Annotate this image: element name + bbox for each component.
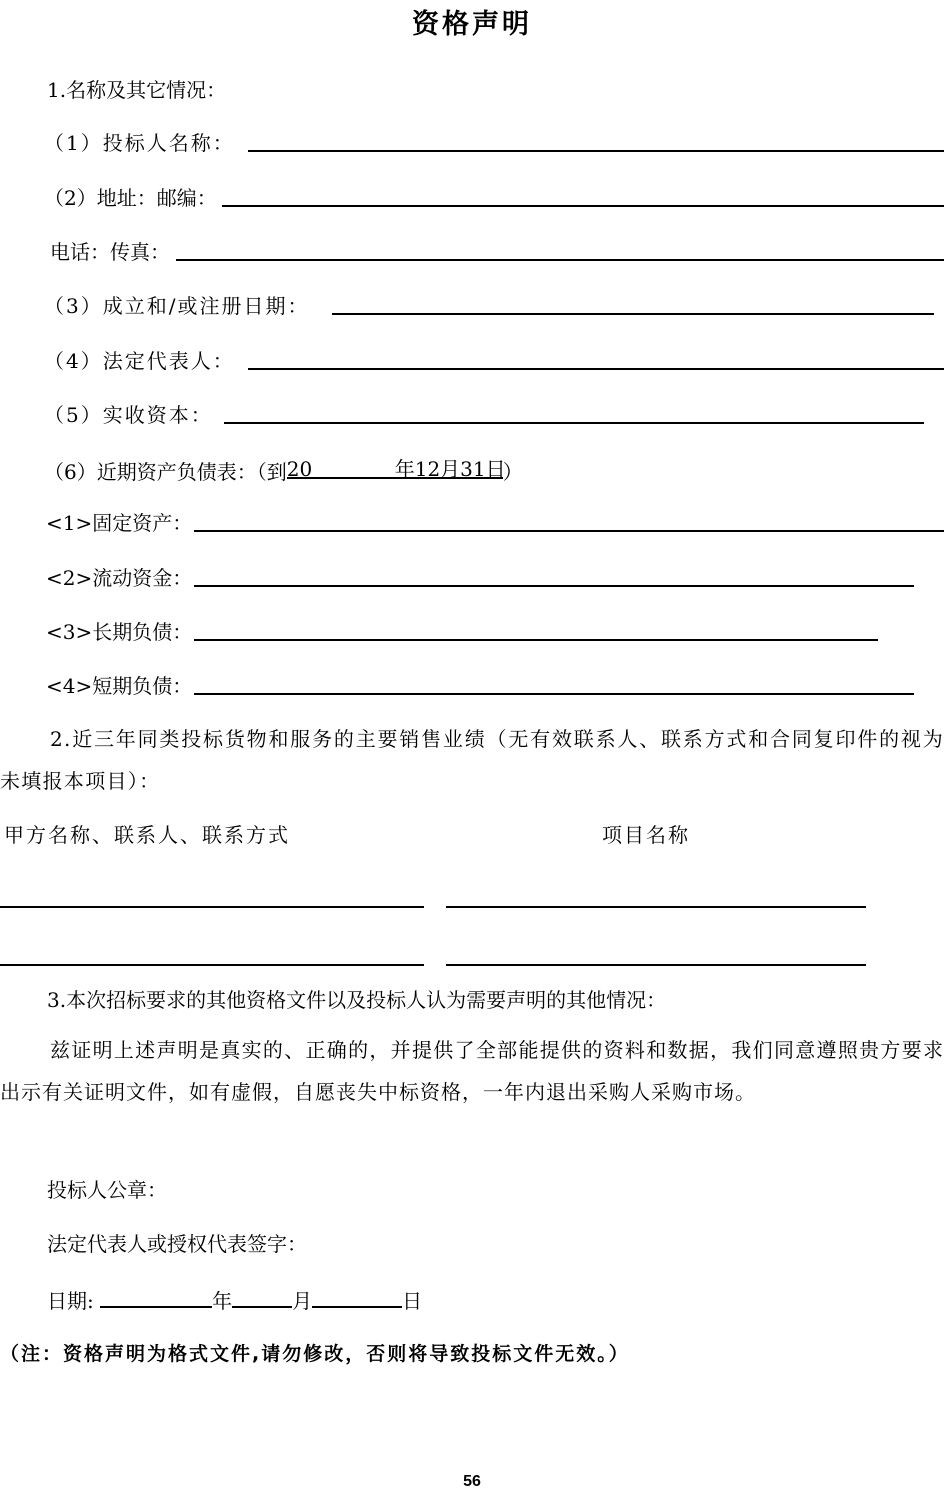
balance-sheet-close: ）	[502, 460, 523, 484]
date-line	[47, 1286, 422, 1313]
long-term-debt-field[interactable]	[194, 639, 878, 641]
short-term-debt-field[interactable]	[194, 693, 914, 695]
date-month-label: 月	[292, 1289, 313, 1313]
capital-label: （5）实收资本：	[44, 403, 213, 427]
client-contact-field-1[interactable]	[0, 906, 424, 908]
balance-sheet-prefix: （6）近期资产负债表：（到	[44, 460, 287, 484]
phone-fax-label: 电话：传真：	[50, 240, 170, 264]
address-label: （2）地址：邮编：	[44, 186, 217, 210]
column-right-header: 项目名称	[602, 823, 690, 847]
date-day-field[interactable]	[312, 1286, 402, 1308]
working-capital-field[interactable]	[194, 585, 914, 587]
working-capital-label: <2>流动资金：	[46, 566, 193, 590]
signature-label: 法定代表人或授权代表签字：	[47, 1232, 307, 1256]
phone-fax-field[interactable]	[176, 259, 944, 261]
section1-heading: 1.名称及其它情况：	[47, 78, 227, 102]
founding-date-field[interactable]	[332, 313, 934, 315]
balance-sheet-year-prefix: 20	[286, 457, 313, 481]
balance-sheet-date-suffix: 年12月31日	[394, 457, 506, 481]
bidder-name-field[interactable]	[248, 150, 944, 152]
capital-field[interactable]	[224, 422, 924, 424]
legal-rep-field[interactable]	[248, 368, 944, 370]
client-contact-field-2[interactable]	[0, 964, 424, 966]
date-year-field[interactable]	[100, 1286, 212, 1308]
legal-rep-label: （4）法定代表人：	[44, 349, 235, 373]
bidder-name-label: （1）投标人名称：	[44, 131, 235, 155]
format-note: （注：资格声明为格式文件,请勿修改，否则将导致投标文件无效。）	[0, 1343, 630, 1365]
date-year-label: 年	[212, 1289, 233, 1313]
project-name-field-2[interactable]	[446, 964, 866, 966]
balance-sheet-line	[44, 457, 523, 484]
section3-heading: 3.本次招标要求的其他资格文件以及投标人认为需要声明的其他情况：	[47, 988, 667, 1012]
project-name-field-1[interactable]	[446, 906, 866, 908]
balance-sheet-date-field[interactable]	[286, 457, 506, 481]
date-day-label: 日	[402, 1289, 423, 1313]
page-number: 56	[463, 1473, 481, 1490]
column-left-header: 甲方名称、联系人、联系方式	[4, 823, 290, 847]
date-label: 日期:	[47, 1289, 94, 1313]
founding-date-label: （3）成立和/或注册日期：	[44, 294, 310, 318]
fixed-assets-field[interactable]	[194, 530, 944, 532]
section2-text: 2.近三年同类投标货物和服务的主要销售业绩（无有效联系人、联系方式和合同复印件的视为未填报本项目）：	[0, 727, 944, 793]
page-title: 资格声明	[412, 9, 532, 40]
declaration-text: 兹证明上述声明是真实的、正确的，并提供了全部能提供的资料和数据，我们同意遵照贵方要求出示有关证明文件，如有虚假，自愿丧失中标资格，一年内退出采购人采购市场。	[0, 1038, 944, 1104]
date-month-field[interactable]	[232, 1286, 292, 1308]
long-term-debt-label: <3>长期负债：	[46, 620, 193, 644]
short-term-debt-label: <4>短期负债：	[46, 674, 193, 698]
fixed-assets-label: <1>固定资产：	[46, 511, 193, 535]
address-field[interactable]	[222, 205, 944, 207]
seal-label: 投标人公章：	[47, 1178, 167, 1202]
